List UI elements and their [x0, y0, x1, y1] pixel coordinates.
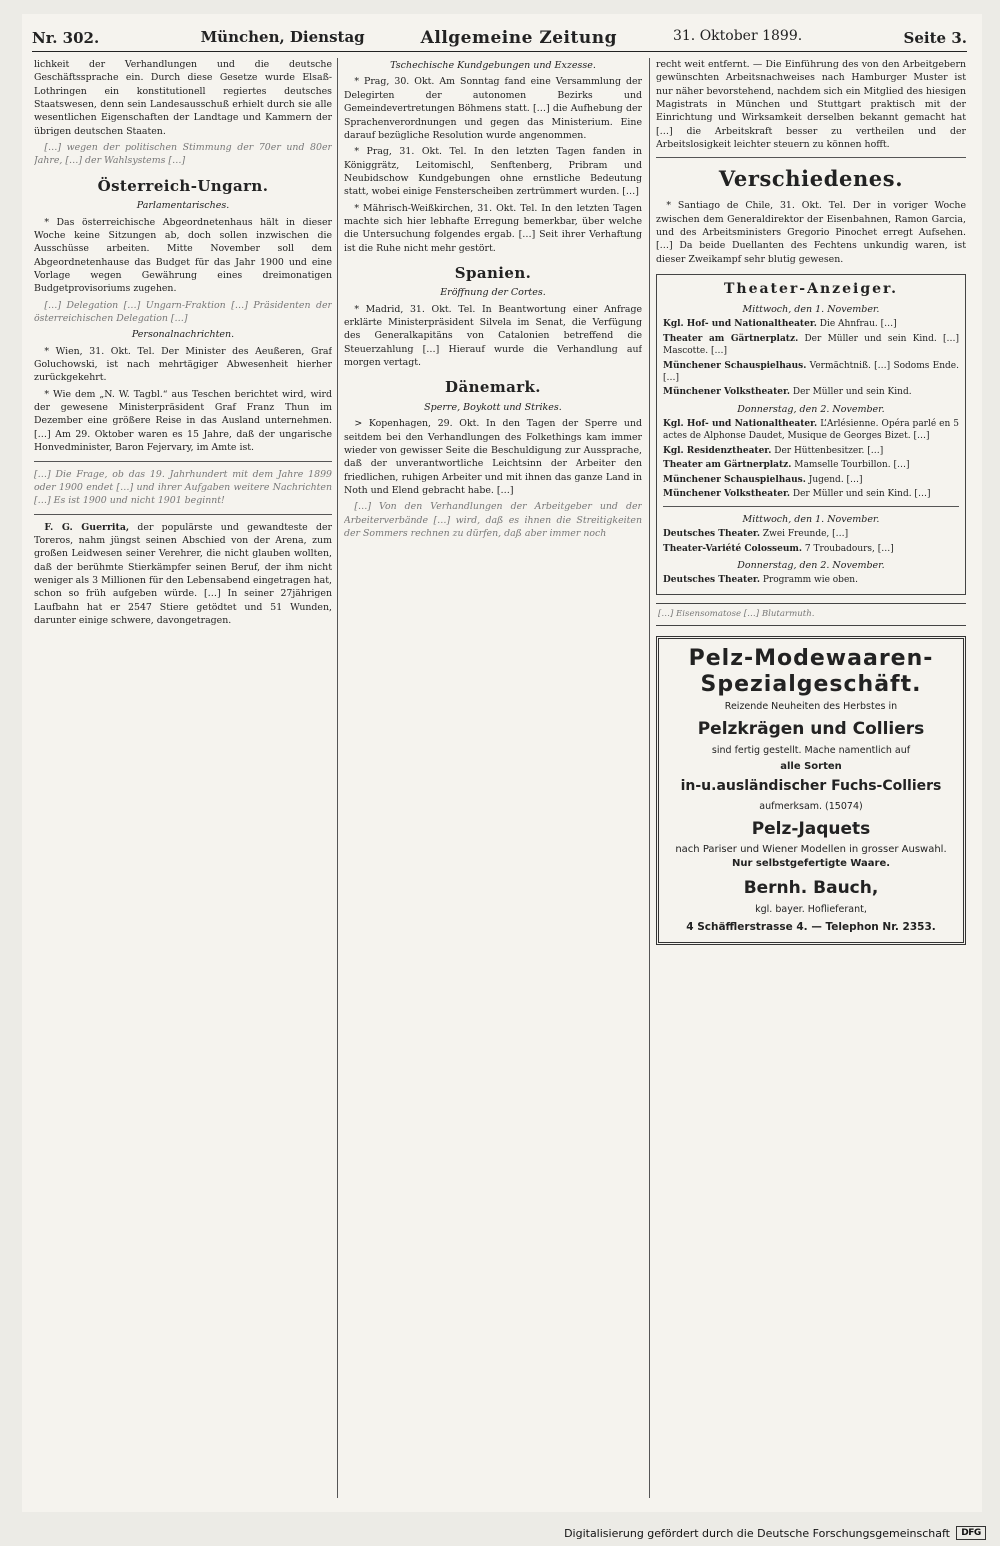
theater-name: Kgl. Hof- und Nationaltheater.: [663, 319, 817, 330]
fur-shop-advertisement: [656, 636, 966, 944]
column-1: [34, 58, 332, 1498]
theater-program: Programm wie oben.: [762, 575, 858, 586]
article-text: der populärste und gewandteste der Toreros, nahm jüngst seinen Abschied von der Arena, zum großen Leidwesen seiner Verehrer, die nicht glauben wollten, daß der berühmte Stierkämpfer seinen Beruf, der ihm nicht weniger als 3 Millionen für den Lebensabend eingetragen hat, schon so früh aufgeben würde. […] In seiner 27jährigen Laufbahn hat er 2547 Stiere getödtet und 51 Wunden, darunter einige schwere, davongetragen.: [34, 521, 332, 626]
theater-entry: [663, 445, 959, 457]
theater-name: Theater am Gärtnerplatz.: [663, 333, 799, 344]
article-text-gap: […] Delegation […] Ungarn-Fraktion […] Präsidenten der österreichischen Delegation […]: [34, 299, 332, 324]
section-heading: Österreich-Ungarn.: [97, 176, 269, 195]
theater-name: Deutsches Theater.: [663, 529, 760, 540]
theater-program: Mamselle Tourbillon. […]: [794, 460, 910, 471]
horizontal-rule: [656, 157, 966, 158]
advertorial-notice: […] Eisensomatose […] Blutarmuth.: [656, 603, 966, 627]
article-text: * Wien, 31. Okt. Tel. Der Minister des Aeußeren, Graf Goluchowski, ist nach mehrtägiger Abwesenheit hierher zurückgekehrt.: [34, 345, 332, 384]
listing-group: [663, 574, 959, 586]
theater-program: Der Müller und sein Kind. […] Mascotte. […]: [663, 333, 959, 357]
newspaper-title: Allgemeine Zeitung: [420, 27, 617, 48]
article-text: * Wie dem „N. W. Tagbl.“ aus Teschen berichtet wird, wird der gewesene Ministerpräsident Graf Franz Thun im Dezember eine größere Reise in das Ausland unternehmen. […] Am 29. Oktober waren es 15 Jahre, daß der ungarische Honvedminister, Baron Fejervary, im Amte ist.: [34, 388, 332, 454]
theater-program: Zwei Freunde, […]: [762, 529, 849, 540]
article-text: lichkeit der Verhandlungen und die deutsche Geschäftssprache ein. Durch diese Gesetze wurde Elsaß-Lothringen ein konstitutionell regiertes deutsches Staatswesen, denn sein Landesausschuß erhielt durch sie alle wesentlichen Eigenschaften der Landtage und Kammern der übrigen deutschen Staaten.: [34, 59, 332, 137]
ad-firm-name: Bernh. Bauch,: [743, 878, 879, 899]
listing-day: Mittwoch, den 1. November.: [742, 304, 880, 316]
horizontal-rule: [663, 506, 959, 507]
theater-entry: [663, 318, 959, 330]
ad-text: alle Sorten: [780, 761, 842, 773]
ad-headline: Pelz-Modewaaren-Spezialgeschäft.: [688, 646, 934, 697]
theater-entry: [663, 333, 959, 358]
article-text-gap: […] Von den Verhandlungen der Arbeitgeber und der Arbeiterverbände […] wird, daß es ihnen die Streitigkeiten der Sommers rechnen zu dürfen, daß aber immer noch: [344, 501, 642, 539]
theater-name: Münchener Schauspielhaus.: [663, 474, 806, 485]
theater-program: Der Müller und sein Kind.: [792, 387, 912, 398]
theater-name: Münchener Volkstheater.: [663, 387, 791, 398]
theater-name: Münchener Schauspielhaus.: [663, 360, 807, 371]
ad-text: aufmerksam. (15074): [759, 801, 863, 813]
column-2: [344, 58, 642, 1498]
listing-group: [663, 528, 959, 555]
article-lead-in: F. G. Guerrita,: [44, 521, 130, 533]
article-text-gap: […] wegen der politischen Stimmung der 70er und 80er Jahre, […] der Wahlsystems […]: [34, 142, 332, 167]
ad-headline: in-u.ausländischer Fuchs-Colliers: [680, 778, 942, 795]
article-text: * Santiago de Chile, 31. Okt. Tel. Der in voriger Woche zwischen dem Generaldirektor der Eisenbahnen, Ramon Garcia, und des Arbeitsministers Gregorio Pinochet erregt Aufsehen. […] Da beide Duellanten des Fechtens unkundig waren, ist dieser Zweikampf sehr blutig gewesen.: [656, 200, 966, 265]
theater-entry: [663, 459, 959, 471]
funding-credit: Digitalisierung gefördert durch die Deutsche Forschungsgemeinschaft: [564, 1526, 950, 1540]
ad-text: nach Pariser und Wiener Modellen in grosser Auswahl.: [675, 843, 947, 855]
article-text-gap: […] Die Frage, ob das 19. Jahrhundert mit dem Jahre 1899 oder 1900 endet […] und ihrer Aufgaben weitere Nachrichten […] Es ist 1900 und nicht 1901 beginnt!: [34, 468, 332, 507]
theater-program: Jugend. […]: [808, 474, 863, 485]
ad-headline: Pelzkrägen und Colliers: [697, 718, 925, 739]
page-number: Seite 3.: [903, 28, 967, 47]
section-heading: Dänemark.: [445, 378, 541, 397]
theater-name: Kgl. Residenztheater.: [663, 445, 772, 456]
article-text: * Prag, 31. Okt. Tel. In den letzten Tagen fanden in Königgrätz, Leitomischl, Senftenberg, Pribram und Neubidschow Kundgebungen ohne ernstliche Bedeutung statt, wobei einige Fensterscheiben zertrümmert wurden. […]: [344, 146, 642, 198]
column-divider: [649, 58, 650, 1498]
theater-name: Theater-Variété Colosseum.: [663, 543, 803, 554]
theater-listings: [656, 274, 966, 595]
masthead: [32, 24, 967, 52]
ad-text: sind fertig gestellt. Mache namentlich auf: [711, 744, 911, 756]
ad-text: Reizende Neuheiten des Herbstes in: [724, 701, 898, 713]
theater-entry: [663, 543, 959, 555]
theater-entry: [663, 488, 959, 500]
theater-program: Der Hüttenbesitzer. […]: [774, 445, 884, 456]
subheading: Tschechische Kundgebungen und Exzesse.: [390, 60, 596, 71]
theater-name: Deutsches Theater.: [663, 575, 760, 586]
theater-name: Kgl. Hof- und Nationaltheater.: [663, 418, 818, 429]
article-text: * Prag, 30. Okt. Am Sonntag fand eine Versammlung der Delegirten der autonomen Bezirks und Gemeindevertretungen Böhmens statt. […] die Aufhebung der Sprachenverordnungen und gegen das Ministerium. Eine darauf bezügliche Resolution wurde angenommen.: [344, 76, 642, 141]
theater-listings-title: Theater-Anzeiger.: [723, 280, 898, 297]
theater-entry: [663, 574, 959, 586]
article-text: * Madrid, 31. Okt. Tel. In Beantwortung einer Anfrage erklärte Ministerpräsident Silvela im Senat, die Verfügung des Generalkapitäns von Catalonien betreffend die Steuerzahlung […] Hierauf wurde die Verhandlung auf morgen vertagt.: [344, 303, 642, 369]
ad-text: Nur selbstgefertigte Waare.: [731, 858, 891, 870]
listing-group: [663, 418, 959, 500]
article-text: * Mährisch-Weißkirchen, 31. Okt. Tel. In den letzten Tagen machte sich hier lebhafte Erregung bemerkbar, über welche die Untersuchung folgendes ergab. […] Seit ihrer Verhaftung ist die Ruhe nicht mehr gestört.: [344, 202, 642, 254]
digitization-footer: [0, 1520, 1000, 1546]
ad-text: kgl. bayer. Hoflieferant,: [755, 904, 867, 916]
horizontal-rule: [34, 514, 332, 515]
theater-program: Der Müller und sein Kind. […]: [792, 488, 931, 499]
issue-number: Nr. 302.: [32, 28, 100, 47]
theater-program: L’Arlésienne. Opéra parlé en 5 actes de Alphonse Daudet, Musique de Georges Bizet. […]: [663, 418, 959, 442]
theater-program: 7 Troubadours, […]: [804, 543, 894, 554]
section-heading: Verschiedenes.: [718, 166, 904, 192]
article-text: > Kopenhagen, 29. Okt. In den Tagen der Sperre und seitdem bei den Verhandlungen des Folkethings kam immer wieder von gewisser Seite die Beschuldigung zur Aussprache, daß der unverantwortliche Leichtsinn der Arbeiter den friedlichen, ruhigen Arbeiter und mit ihnen das ganze Land in Noth und Elend gebracht habe. […]: [344, 418, 642, 496]
listing-day: Mittwoch, den 1. November.: [742, 514, 880, 526]
subheading: Parlamentarisches.: [136, 200, 230, 212]
column-divider: [337, 58, 338, 1498]
article-text: recht weit entfernt. — Die Einführung des von den Arbeitgebern gewünschten Arbeitsnachweises nach Hamburger Muster ist nur näher bevorstehend, nachdem sich ein Mitglied des hiesigen Magistrats in München und Stuttgart praktisch mit der Einrichtung und Wirksamkeit derselben bekannt gemacht hat […] die Arbeitskraft besser zu vertheilen und der Arbeitslosigkeit leichter steuern zu können hofft.: [656, 59, 966, 151]
theater-entry: [663, 418, 959, 443]
theater-program: Die Ahnfrau. […]: [819, 319, 897, 330]
listing-day: Donnerstag, den 2. November.: [737, 560, 885, 572]
ad-headline: Pelz-Jaquets: [751, 818, 871, 839]
subheading: Personalnachrichten.: [131, 329, 235, 341]
subheading: Eröffnung der Cortes.: [440, 287, 546, 299]
theater-entry: [663, 360, 959, 385]
theater-entry: [663, 474, 959, 486]
horizontal-rule: [34, 461, 332, 462]
issue-date: 31. Oktober 1899.: [672, 27, 803, 44]
article-text: * Das österreichische Abgeordnetenhaus hält in dieser Woche keine Sitzungen ab, doch sollen inzwischen die Ausschüsse arbeiten. Mitte November soll dem Abgeordnetenhause das Budget für das Jahr 1900 und eine Vorlage wegen Gewährung eines dreimonatigen Budgetprovisoriums zugehen.: [34, 216, 332, 295]
subheading: Sperre, Boykott und Strikes.: [424, 401, 562, 413]
listing-group: [663, 318, 959, 398]
dfg-logo-icon: DFG: [956, 1526, 986, 1540]
theater-entry: [663, 528, 959, 540]
listing-day: Donnerstag, den 2. November.: [737, 403, 885, 415]
newspaper-page: [22, 14, 982, 1512]
column-3: [656, 58, 966, 1498]
theater-entry: [663, 386, 959, 398]
theater-name: Theater am Gärtnerplatz.: [663, 460, 792, 471]
section-heading: Spanien.: [454, 263, 532, 282]
theater-program: Vermächtniß. […] Sodoms Ende. […]: [663, 360, 959, 383]
place-day: München, Dienstag: [200, 27, 365, 46]
theater-name: Münchener Volkstheater.: [663, 488, 791, 499]
ad-address: 4 Schäfflerstrasse 4. — Telephon Nr. 2353.: [686, 920, 936, 933]
